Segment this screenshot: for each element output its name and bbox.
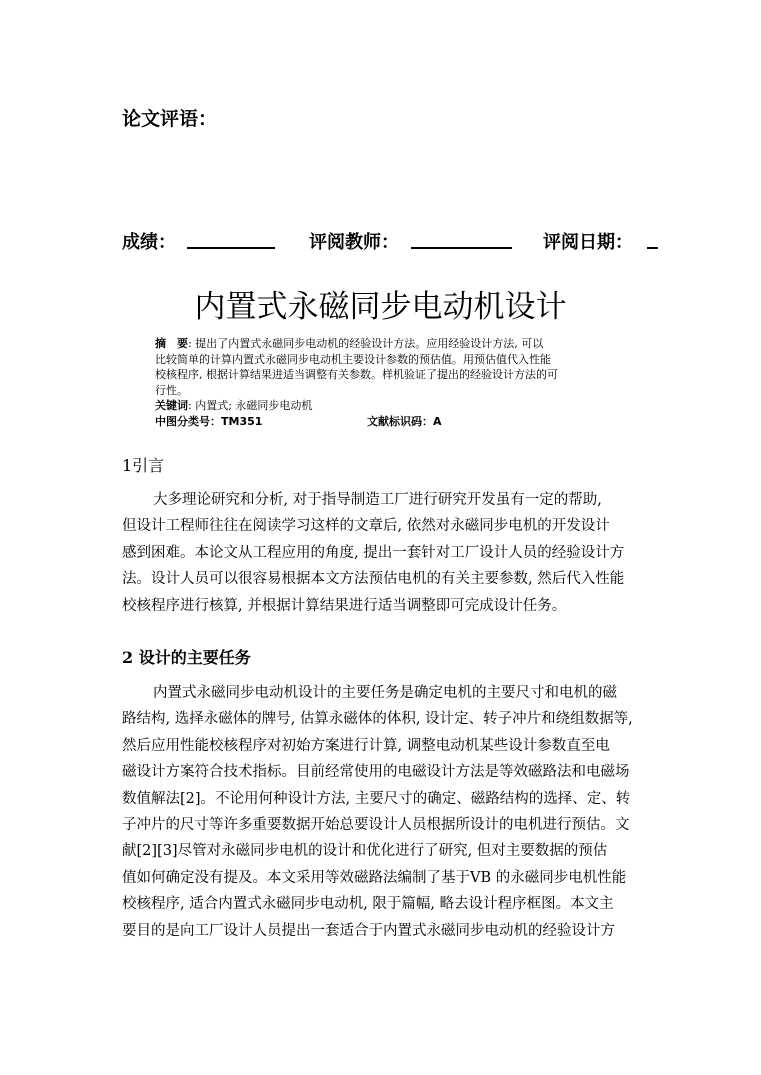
section-2-paragraph <box>122 680 662 944</box>
paragraph-line: 感到困难。本论文从工程应用的角度, 提出一套针对工厂设计人员的经验设计方 <box>122 544 625 561</box>
keywords-line <box>155 398 635 414</box>
section-1-paragraph <box>122 487 662 619</box>
teacher-label: 评阅教师： <box>309 232 399 253</box>
abstract-text: : 提出了内置式永磁同步电动机的经验设计方法。应用经验设计方法, 可以 <box>188 337 544 350</box>
paragraph-line: 值如何确定没有提及。本文采用等效磁路法编制了基于VB 的永磁同步电机性能 <box>122 869 627 886</box>
paragraph-line: 要目的是向工厂设计人员提出一套适合于内置式永磁同步电动机的经验设计方 <box>122 922 615 939</box>
paragraph-line: 法。设计人员可以很容易根据本文方法预估电机的有关主要参数, 然后代入性能 <box>122 571 625 588</box>
grade-label: 成绩： <box>122 232 176 253</box>
paragraph-line: 磁设计方案符合技术指标。目前经常使用的电磁设计方法是等效磁路法和电磁场 <box>122 764 630 781</box>
date-blank-line <box>647 247 658 249</box>
abstract-line-2: 比较简单的计算内置式永磁同步电动机主要设计参数的预估值。用预估值代入性能 <box>155 352 551 366</box>
keywords-value: : 内置式; 永磁同步电动机 <box>188 399 313 412</box>
review-date-label: 评阅日期： <box>543 232 633 253</box>
abstract-line-1 <box>155 336 635 352</box>
paragraph-line: 但设计工程师往往在阅读学习这样的文章后, 依然对永磁同步电机的开发设计 <box>122 518 610 535</box>
abstract-block <box>155 336 635 430</box>
paragraph-line: 子冲片的尺寸等许多重要数据开始总要设计人员根据所设计的电机进行预估。文 <box>122 816 630 833</box>
abstract-line-4: 行性。 <box>155 383 188 397</box>
review-comments-label: 论文评语： <box>122 108 218 130</box>
section-1-heading: 1引言 <box>122 456 165 475</box>
abstract-label: 摘 要 <box>155 337 188 350</box>
paragraph-line: 路结构, 选择永磁体的牌号, 估算永磁体的体积, 设计定、转子冲片和绕组数据等, <box>122 711 633 728</box>
teacher-blank-line <box>411 247 512 249</box>
paragraph-line: 内置式永磁同步电动机设计的主要任务是确定电机的主要尺寸和电机的磁 <box>153 685 617 701</box>
classification-line <box>155 414 635 430</box>
paragraph-line: 校核程序进行核算, 并根据计算结果进行适当调整即可完成设计任务。 <box>122 597 567 614</box>
document-code-label: 文献标识码：A <box>367 414 442 428</box>
abstract-line-3: 校核程序, 根据计算结果进适当调整有关参数。样机验证了提出的经验设计方法的可 <box>155 368 558 381</box>
class-number-label: 中图分类号：TM351 <box>155 414 263 428</box>
keywords-label: 关键词 <box>155 399 188 412</box>
paragraph-line: 献[2][3]尽管对永磁同步电机的设计和优化进行了研究, 但对主要数据的预估 <box>122 843 608 860</box>
paper-title: 内置式永磁同步电动机设计 <box>194 289 567 325</box>
score-row <box>122 228 662 252</box>
paragraph-line: 大多理论研究和分析, 对于指导制造工厂进行研究开发虽有一定的帮助, <box>153 492 602 508</box>
paragraph-line: 然后应用性能校核程序对初始方案进行计算, 调整电动机某些设计参数直至电 <box>122 737 610 754</box>
grade-blank-line <box>187 247 275 249</box>
paragraph-line: 数值解法[2]。不论用何种设计方法, 主要尺寸的确定、磁路结构的选择、定、转 <box>122 790 631 807</box>
section-2-heading: 2 设计的主要任务 <box>122 648 251 667</box>
paragraph-line: 校核程序, 适合内置式永磁同步电动机, 限于篇幅, 略去设计程序框图。本文主 <box>122 896 614 913</box>
